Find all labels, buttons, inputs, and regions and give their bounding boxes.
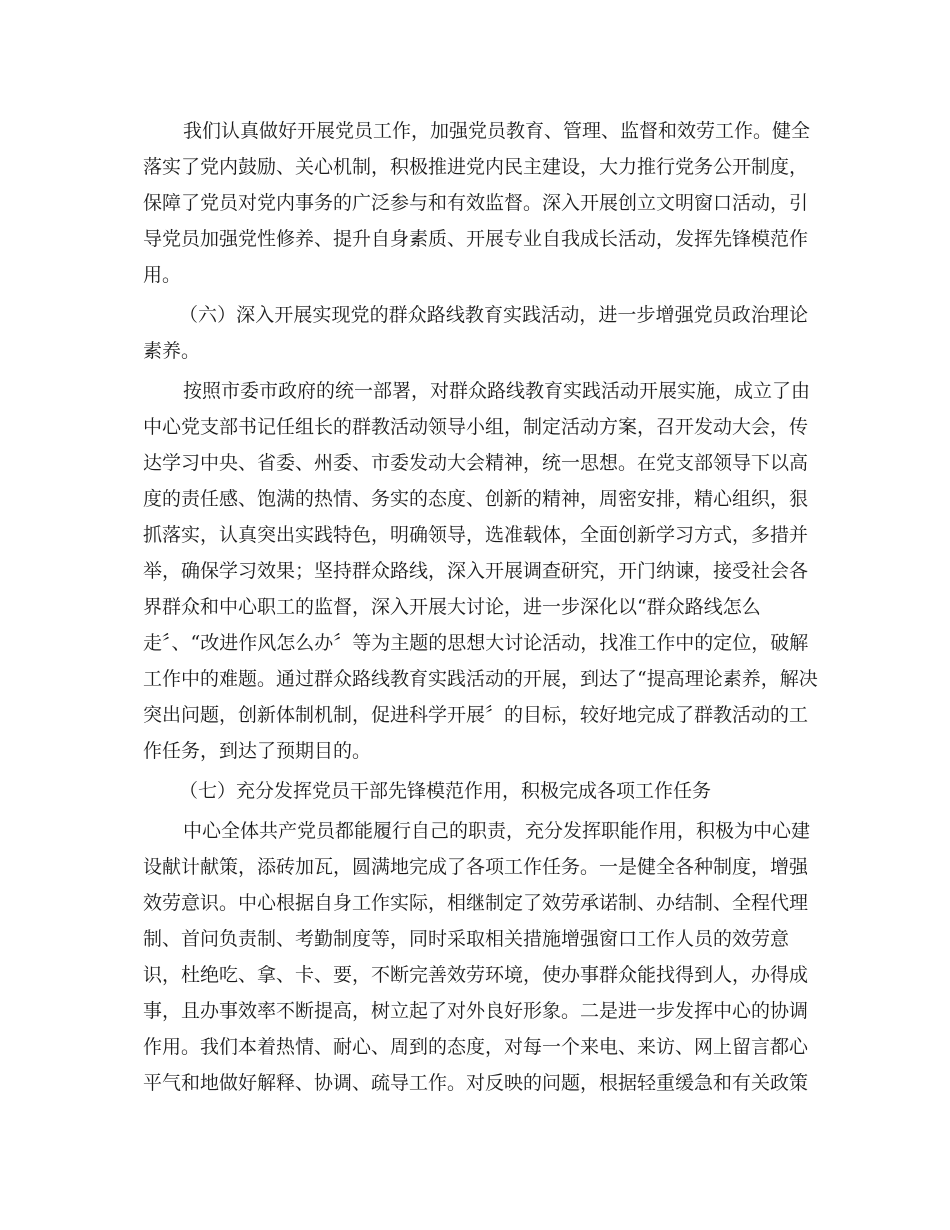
text-line: 举，确保学习效果；坚持群众路线，深入开展调查研究，开门纳谏，接受社会各	[143, 560, 809, 582]
heading-line: （七）充分发挥党员干部先锋模范作用，积极完成各项工作任务	[179, 780, 712, 802]
paragraph-party-member-work	[143, 113, 811, 293]
text-line: 界群众和中心职工的监督，深入开展大讨论，进一步深化以“群众路线怎么	[143, 596, 761, 618]
text-line: 中心党支部书记任组长的群教活动领导小组，制定活动方案，召开发动大会，传	[143, 416, 809, 438]
text-line: 效劳意识。中心根据自身工作实际，相继制定了效劳承诺制、办结制、全程代理	[143, 892, 809, 914]
text-line: 作任务，到达了预期目的。	[143, 740, 372, 762]
text-line: 设献计献策，添砖加瓦，圆满地完成了各项工作任务。一是健全各种制度，增强	[143, 856, 809, 878]
paragraph-vanguard-role	[143, 813, 811, 1101]
heading-line: 素养。	[143, 340, 201, 362]
paragraph-mass-line-education	[143, 373, 818, 769]
text-line: 事，且办事效率不断提高，树立起了对外良好形象。二是进一步发挥中心的协调	[143, 1000, 809, 1022]
text-line: 达学习中央、省委、州委、市委发动大会精神，统一思想。在党支部领导下以高	[143, 452, 809, 474]
section-heading-7	[143, 773, 808, 809]
text-line: 中心全体共产党员都能履行自己的职责，充分发挥职能作用，积极为中心建	[183, 820, 811, 842]
text-line: 导党员加强党性修养、提升自身素质、开展专业自我成长活动，发挥先锋模范作	[143, 228, 809, 250]
text-line: 工作中的难题。通过群众路线教育实践活动的开展，到达了“提高理论素养，解决	[143, 668, 818, 690]
text-line: 走〞、“改进作风怎么办〞等为主题的思想大讨论活动，找准工作中的定位，破解	[143, 632, 809, 654]
text-line: 保障了党员对党内事务的广泛参与和有效监督。深入开展创立文明窗口活动，引	[143, 192, 809, 214]
section-heading-6	[143, 297, 808, 369]
text-line: 制、首问负责制、考勤制度等，同时采取相关措施增强窗口工作人员的效劳意	[143, 928, 790, 950]
text-line: 落实了党内鼓励、关心机制，积极推进党内民主建设，大力推行党务公开制度，	[143, 156, 809, 178]
text-line: 平气和地做好解释、协调、疏导工作。对反映的问题，根据轻重缓急和有关政策	[143, 1072, 809, 1094]
text-line: 按照市委市政府的统一部署，对群众路线教育实践活动开展实施，成立了由	[183, 380, 811, 402]
text-line: 度的责任感、饱满的热情、务实的态度、创新的精神，周密安排，精心组织，狠	[143, 488, 809, 510]
text-line: 识，杜绝吃、拿、卡、要，不断完善效劳环境，使办事群众能找得到人，办得成	[143, 964, 809, 986]
text-line: 抓落实，认真突出实践特色，明确领导，选准载体，全面创新学习方式，多措并	[143, 524, 809, 546]
text-line: 我们认真做好开展党员工作，加强党员教育、管理、监督和效劳工作。健全	[183, 120, 811, 142]
text-line: 突出问题，创新体制机制，促进科学开展〞的目标，较好地完成了群教活动的工	[143, 704, 809, 726]
document-body	[143, 113, 818, 1101]
text-line: 作用。我们本着热情、耐心、周到的态度，对每一个来电、来访、网上留言都心	[143, 1036, 809, 1058]
text-line: 用。	[143, 264, 182, 286]
heading-line: （六）深入开展实现党的群众路线教育实践活动，进一步增强党员政治理论	[179, 304, 808, 326]
